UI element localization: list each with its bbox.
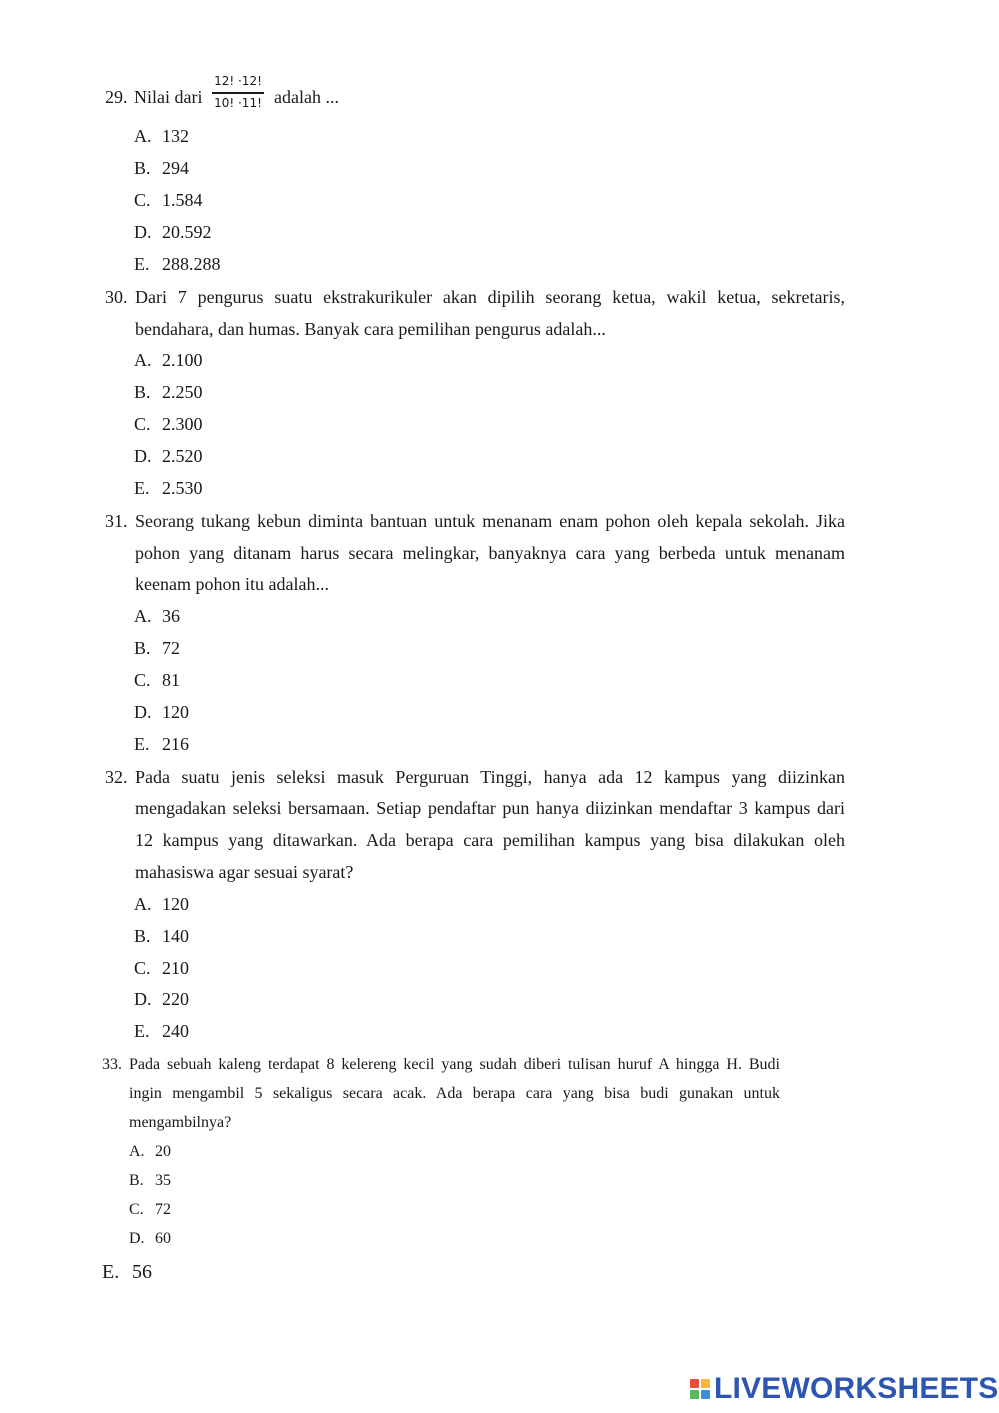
option-c[interactable] [134,189,203,211]
option-e[interactable] [134,253,221,275]
question-text-line: 12 kampus yang ditawarkan. Ada berapa cara pemilihan kampus yang bisa dilakukan oleh [135,830,845,850]
option-value: 2.100 [162,350,203,370]
option-letter: E. [102,1261,120,1283]
option-letter: A. [134,126,152,146]
option-d[interactable] [134,988,189,1010]
option-value: 210 [162,958,189,978]
option-value: 240 [162,1021,189,1041]
option-value: 56 [132,1261,152,1283]
question-text-line: ingin mengambil 5 sekaligus secara acak. Ada berapa cara yang bisa budi gunakan untuk [129,1085,780,1102]
option-value: 60 [155,1230,171,1247]
option-value: 35 [155,1172,171,1189]
question-text-line: Pada suatu jenis seleksi masuk Perguruan Tinggi, hanya ada 12 kampus yang diizinkan [135,767,845,787]
option-value: 20.592 [162,222,212,242]
option-c[interactable] [129,1200,171,1220]
question-text-line: mengambilnya? [129,1114,232,1131]
question-text-line: pohon yang ditanam harus secara melingkar, banyaknya cara yang berbeda untuk menanam [135,543,845,563]
option-value: 2.520 [162,446,203,466]
question-number: 32. [105,767,128,787]
option-c[interactable] [134,669,180,691]
option-value: 132 [162,126,189,146]
option-letter: E. [134,478,150,498]
option-e[interactable] [134,1020,189,1042]
option-letter: C. [134,190,151,210]
option-letter: B. [134,158,151,178]
option-d[interactable] [134,445,203,467]
option-b[interactable] [134,157,189,179]
logo-mark-icon [690,1379,710,1399]
option-value: 220 [162,989,189,1009]
option-letter: C. [134,958,151,978]
option-value: 81 [162,670,180,690]
option-d[interactable] [129,1229,171,1249]
option-value: 2.250 [162,382,203,402]
option-letter: E. [134,1021,150,1041]
option-value: 294 [162,158,189,178]
option-a[interactable] [129,1142,171,1162]
option-value: 2.300 [162,414,203,434]
liveworksheets-logo[interactable] [690,1373,999,1405]
option-b[interactable] [129,1171,171,1191]
option-letter: A. [134,350,152,370]
question-number: 30. [105,287,128,307]
question-text-prefix: Nilai dari [134,87,203,107]
question-text-line: bendahara, dan humas. Banyak cara pemilihan pengurus adalah... [135,319,606,339]
option-e[interactable] [134,733,189,755]
option-letter: B. [134,382,151,402]
option-letter: A. [134,894,152,914]
option-value: 1.584 [162,190,203,210]
option-letter: A. [129,1143,145,1160]
option-letter: D. [129,1230,145,1247]
option-value: 288.288 [162,254,221,274]
question-text-line: keenam pohon itu adalah... [135,574,329,594]
option-letter: B. [129,1172,144,1189]
question-text-suffix: adalah ... [274,87,339,107]
option-b[interactable] [134,637,180,659]
option-value: 72 [162,638,180,658]
option-a[interactable] [134,893,189,915]
option-value: 20 [155,1143,171,1160]
fraction-bar [212,92,264,94]
logo-text: LIVEWORKSHEETS [714,1372,999,1405]
question-text-line: mahasiswa agar sesuai syarat? [135,862,354,882]
fraction [212,74,264,111]
question-number: 31. [105,511,128,531]
option-b[interactable] [134,381,203,403]
option-letter: D. [134,702,152,722]
option-a[interactable] [134,125,189,147]
question-text-line: Dari 7 pengurus suatu ekstrakurikuler akan dipilih seorang ketua, wakil ketua, sekretaris, [135,287,845,307]
option-letter: B. [134,926,151,946]
option-letter: E. [134,254,150,274]
option-letter: C. [129,1201,144,1218]
option-letter: E. [134,734,150,754]
option-value: 120 [162,702,189,722]
option-letter: D. [134,446,152,466]
question-number: 33. [102,1056,122,1073]
question-text-line: Pada sebuah kaleng terdapat 8 kelereng kecil yang sudah diberi tulisan huruf A hingga H. Budi [129,1056,780,1073]
option-letter: C. [134,670,151,690]
option-d[interactable] [134,701,189,723]
option-value: 72 [155,1201,171,1218]
option-e[interactable] [102,1260,152,1284]
fraction-denominator: 10! ·11! [214,95,262,110]
option-value: 120 [162,894,189,914]
option-a[interactable] [134,605,180,627]
fraction-numerator: 12! ·12! [214,74,262,88]
question-text-line: Seorang tukang kebun diminta bantuan untuk menanam enam pohon oleh kepala sekolah. Jika [135,511,845,531]
option-value: 36 [162,606,180,626]
option-value: 2.530 [162,478,203,498]
option-a[interactable] [134,349,203,371]
option-letter: D. [134,989,152,1009]
question-text-line: mengadakan seleksi bersamaan. Setiap pendaftar pun hanya diizinkan mendaftar 3 kampus dari [135,798,845,818]
option-value: 140 [162,926,189,946]
option-letter: A. [134,606,152,626]
option-letter: D. [134,222,152,242]
question-number: 29. [105,87,128,107]
option-c[interactable] [134,957,189,979]
option-letter: B. [134,638,151,658]
option-value: 216 [162,734,189,754]
option-d[interactable] [134,221,212,243]
option-letter: C. [134,414,151,434]
option-c[interactable] [134,413,203,435]
option-b[interactable] [134,925,189,947]
option-e[interactable] [134,477,203,499]
